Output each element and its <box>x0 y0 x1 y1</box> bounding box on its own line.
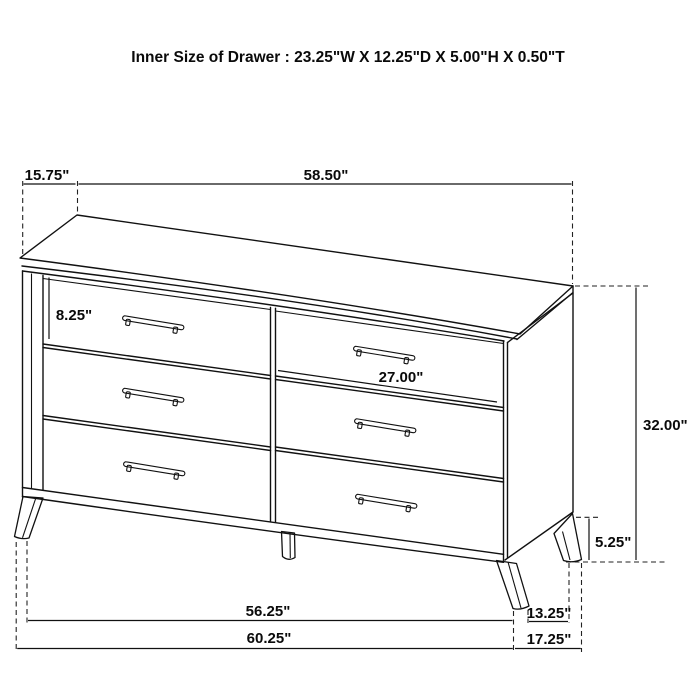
dim-label-drawer-front-height: 8.25" <box>55 307 93 324</box>
dim-label-top-width: 58.50" <box>303 167 349 184</box>
front-left-leg <box>15 497 44 539</box>
dim-label-side-leg-gap: 13.25" <box>526 605 572 622</box>
top-panel <box>20 215 573 340</box>
drawer-handle <box>122 316 185 335</box>
drawer-handle <box>353 346 416 365</box>
drawer-handle <box>355 494 418 513</box>
dim-label-overall-height: 32.00" <box>643 417 688 434</box>
drawer-handle <box>122 388 185 407</box>
drawer-handles <box>122 316 418 513</box>
center-front-leg <box>282 532 296 560</box>
dim-label-drawer-inner-width: 27.00" <box>378 369 424 386</box>
dim-label-front-base-overall-width: 60.25" <box>246 630 292 647</box>
dim-label-leg-height: 5.25" <box>595 534 632 551</box>
dim-label-front-base-inner-width: 56.25" <box>245 603 291 620</box>
rear-right-leg <box>554 514 582 562</box>
drawer-handle <box>123 462 186 481</box>
front-right-leg <box>497 561 530 610</box>
dim-label-top-depth: 15.75" <box>24 167 70 184</box>
title-inner-drawer-size: Inner Size of Drawer : 23.25"W X 12.25"D X 5.00"H X 0.50"T <box>131 49 565 66</box>
dim-label-side-overall-depth: 17.25" <box>526 631 572 648</box>
dresser-drawing <box>15 215 582 609</box>
drawer-handle <box>354 419 417 438</box>
